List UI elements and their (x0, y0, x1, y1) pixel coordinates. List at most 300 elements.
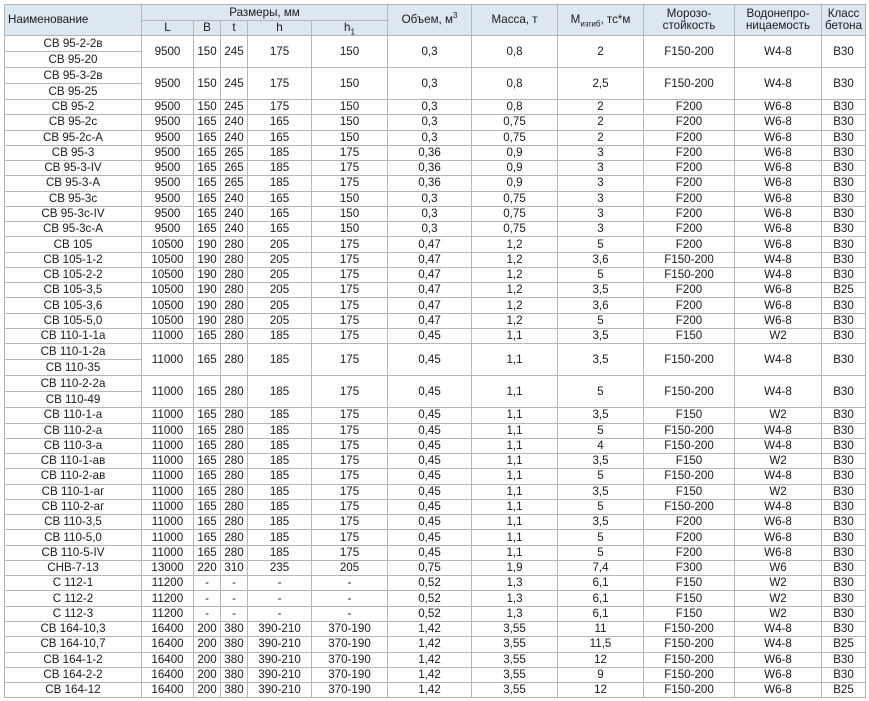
cell-volume: 0,47 (388, 252, 472, 267)
cell-product-name: СВ 110-3,5 (5, 515, 142, 530)
cell-water: W4-8 (735, 621, 822, 636)
cell-height-h1: 175 (312, 252, 388, 267)
cell-moment: 6,1 (558, 576, 644, 591)
cell-moment: 3,5 (558, 515, 644, 530)
cell-height-h: 390-210 (248, 637, 312, 652)
col-class-header: Класс бетона (822, 5, 866, 36)
table-row (5, 454, 866, 469)
table-row (5, 469, 866, 484)
cell-height-h1: 175 (312, 237, 388, 252)
cell-width-b: 165 (194, 145, 221, 160)
cell-volume: 0,45 (388, 438, 472, 453)
cell-length: 10500 (142, 237, 194, 252)
cell-width-t: 280 (221, 515, 248, 530)
cell-moment: 3,5 (558, 484, 644, 499)
cell-water: W2 (735, 606, 822, 621)
cell-mass: 1,3 (472, 591, 558, 606)
cell-length: 11000 (142, 454, 194, 469)
cell-height-h: 165 (248, 222, 312, 237)
cell-height-h: 185 (248, 145, 312, 160)
cell-class: B30 (822, 515, 866, 530)
cell-height-h1: 175 (312, 545, 388, 560)
cell-width-t: 280 (221, 423, 248, 438)
cell-product-name: СВ 95-2с (5, 115, 142, 130)
cell-volume: 0,36 (388, 145, 472, 160)
cell-height-h1: 175 (312, 454, 388, 469)
cell-height-h1: 370-190 (312, 637, 388, 652)
cell-height-h1: 175 (312, 267, 388, 282)
cell-moment: 5 (558, 313, 644, 328)
cell-product-name: СВ 95-3с (5, 191, 142, 206)
cell-product-name: СВ 164-10,3 (5, 621, 142, 636)
cell-length: 9500 (142, 206, 194, 221)
cell-frost: F200 (644, 130, 735, 145)
cell-length: 11200 (142, 591, 194, 606)
product-name-line: СВ 110-49 (5, 391, 141, 407)
cell-moment: 3 (558, 176, 644, 191)
table-header (5, 5, 866, 36)
table-row (5, 652, 866, 667)
table-row (5, 423, 866, 438)
table-row (5, 683, 866, 698)
cell-frost: F200 (644, 176, 735, 191)
table-row (5, 176, 866, 191)
cell-length: 11000 (142, 344, 194, 376)
cell-volume: 0,47 (388, 313, 472, 328)
cell-water: W6-8 (735, 667, 822, 682)
page (4, 4, 866, 698)
cell-moment: 5 (558, 423, 644, 438)
cell-moment: 5 (558, 237, 644, 252)
cell-frost: F200 (644, 100, 735, 115)
cell-width-b: 165 (194, 191, 221, 206)
cell-width-b: 165 (194, 344, 221, 376)
table-row (5, 191, 866, 206)
cell-product-name: СНВ-7-13 (5, 560, 142, 575)
cell-width-b: 200 (194, 667, 221, 682)
cell-height-h: 175 (248, 68, 312, 100)
cell-frost: F150-200 (644, 267, 735, 282)
cell-moment: 3,5 (558, 344, 644, 376)
cell-length: 9500 (142, 161, 194, 176)
cell-length: 13000 (142, 560, 194, 575)
cell-frost: F150-200 (644, 376, 735, 408)
cell-water: W6-8 (735, 115, 822, 130)
cell-moment: 2 (558, 36, 644, 68)
cell-product-name: СВ 110-2-ав (5, 469, 142, 484)
cell-mass: 3,55 (472, 621, 558, 636)
cell-class: B30 (822, 267, 866, 282)
cell-class: B30 (822, 652, 866, 667)
cell-height-h: 175 (248, 100, 312, 115)
cell-volume: 0,3 (388, 206, 472, 221)
cell-width-t: 265 (221, 145, 248, 160)
cell-water: W2 (735, 591, 822, 606)
cell-mass: 0,75 (472, 130, 558, 145)
table-row (5, 161, 866, 176)
cell-water: W2 (735, 454, 822, 469)
cell-volume: 0,45 (388, 515, 472, 530)
cell-water: W4-8 (735, 68, 822, 100)
poles-spec-table (4, 4, 866, 698)
cell-class: B25 (822, 683, 866, 698)
cell-frost: F300 (644, 560, 735, 575)
cell-length: 10500 (142, 252, 194, 267)
cell-width-b: 165 (194, 206, 221, 221)
cell-water: W4-8 (735, 637, 822, 652)
cell-height-h: 185 (248, 376, 312, 408)
cell-volume: 0,45 (388, 344, 472, 376)
table-row (5, 499, 866, 514)
cell-volume: 0,3 (388, 191, 472, 206)
cell-width-t: 280 (221, 545, 248, 560)
col-water-header: Водонепро- ницаемость (735, 5, 822, 36)
col-frost-header: Морозо- стойкость (644, 5, 735, 36)
cell-product-name: СВ 110-2-аг (5, 499, 142, 514)
cell-frost: F150-200 (644, 252, 735, 267)
cell-water: W6-8 (735, 530, 822, 545)
cell-width-b: - (194, 576, 221, 591)
cell-length: 9500 (142, 36, 194, 68)
cell-height-h: 205 (248, 267, 312, 282)
cell-length: 16400 (142, 652, 194, 667)
cell-mass: 3,55 (472, 637, 558, 652)
cell-product-name: СВ 110-2-а (5, 423, 142, 438)
cell-width-b: 165 (194, 545, 221, 560)
cell-moment: 3,6 (558, 252, 644, 267)
cell-class: B30 (822, 130, 866, 145)
product-name-line: СВ 95-25 (5, 83, 141, 99)
cell-frost: F200 (644, 283, 735, 298)
cell-volume: 0,45 (388, 408, 472, 423)
table-row (5, 145, 866, 160)
cell-volume: 0,45 (388, 499, 472, 514)
cell-volume: 0,47 (388, 237, 472, 252)
cell-length: 16400 (142, 637, 194, 652)
cell-length: 11000 (142, 530, 194, 545)
cell-class: B30 (822, 313, 866, 328)
cell-water: W6-8 (735, 176, 822, 191)
cell-frost: F150 (644, 454, 735, 469)
table-row (5, 115, 866, 130)
cell-product-name: СВ 95-3с-IV (5, 206, 142, 221)
cell-volume: 0,52 (388, 606, 472, 621)
cell-volume: 0,45 (388, 376, 472, 408)
cell-moment: 6,1 (558, 606, 644, 621)
cell-frost: F150-200 (644, 68, 735, 100)
table-row (5, 408, 866, 423)
cell-length: 11000 (142, 469, 194, 484)
col-l-header: L (142, 21, 194, 36)
cell-class: B30 (822, 560, 866, 575)
cell-width-b: 165 (194, 176, 221, 191)
cell-width-t: 240 (221, 206, 248, 221)
cell-length: 11000 (142, 438, 194, 453)
cell-height-h: 185 (248, 469, 312, 484)
cell-length: 11000 (142, 328, 194, 343)
cell-class: B30 (822, 545, 866, 560)
cell-mass: 0,75 (472, 191, 558, 206)
cell-class: B30 (822, 206, 866, 221)
cell-moment: 5 (558, 267, 644, 282)
table-row (5, 328, 866, 343)
cell-mass: 1,2 (472, 298, 558, 313)
cell-mass: 1,1 (472, 484, 558, 499)
cell-width-b: 190 (194, 313, 221, 328)
cell-water: W2 (735, 328, 822, 343)
cell-frost: F150-200 (644, 469, 735, 484)
cell-height-h: 185 (248, 328, 312, 343)
cell-length: 10500 (142, 267, 194, 282)
cell-height-h1: 175 (312, 161, 388, 176)
cell-volume: 0,45 (388, 328, 472, 343)
cell-volume: 0,45 (388, 423, 472, 438)
cell-height-h: 165 (248, 206, 312, 221)
cell-class: B30 (822, 176, 866, 191)
cell-water: W6-8 (735, 683, 822, 698)
cell-volume: 1,42 (388, 667, 472, 682)
table-row (5, 344, 866, 376)
cell-height-h: 185 (248, 161, 312, 176)
col-volume-header: Объем, $м^3$ (388, 5, 472, 36)
cell-product-name: СВ 110-1-ав (5, 454, 142, 469)
cell-mass: 0,9 (472, 161, 558, 176)
cell-class: B30 (822, 376, 866, 408)
cell-width-t: 245 (221, 100, 248, 115)
cell-class: B30 (822, 576, 866, 591)
cell-frost: F200 (644, 191, 735, 206)
cell-product-name: СВ 164-10,7 (5, 637, 142, 652)
cell-width-t: 240 (221, 191, 248, 206)
cell-width-b: 165 (194, 515, 221, 530)
table-row (5, 606, 866, 621)
cell-mass: 3,55 (472, 667, 558, 682)
cell-mass: 0,75 (472, 115, 558, 130)
cell-class: B25 (822, 637, 866, 652)
cell-width-t: 280 (221, 267, 248, 282)
cell-height-h: 185 (248, 423, 312, 438)
cell-water: W2 (735, 484, 822, 499)
cell-length: 10500 (142, 313, 194, 328)
table-row (5, 515, 866, 530)
cell-width-b: 165 (194, 454, 221, 469)
cell-frost: F150 (644, 328, 735, 343)
cell-width-t: 280 (221, 252, 248, 267)
cell-frost: F200 (644, 313, 735, 328)
cell-width-t: 280 (221, 469, 248, 484)
cell-width-t: 280 (221, 376, 248, 408)
cell-moment: 3 (558, 222, 644, 237)
cell-volume: 0,47 (388, 283, 472, 298)
cell-water: W6-8 (735, 145, 822, 160)
cell-class: B30 (822, 344, 866, 376)
cell-mass: 1,1 (472, 344, 558, 376)
cell-length: 9500 (142, 115, 194, 130)
cell-length: 11200 (142, 606, 194, 621)
cell-class: B30 (822, 68, 866, 100)
cell-product-name: СВ 105-2-2 (5, 267, 142, 282)
cell-height-h: 185 (248, 499, 312, 514)
cell-height-h: 185 (248, 408, 312, 423)
cell-width-t: 380 (221, 637, 248, 652)
cell-water: W6-8 (735, 206, 822, 221)
table-row (5, 530, 866, 545)
cell-moment: 3,6 (558, 298, 644, 313)
cell-water: W4-8 (735, 438, 822, 453)
cell-product-name: СВ 95-3с-А (5, 222, 142, 237)
cell-height-h: 185 (248, 515, 312, 530)
cell-frost: F150 (644, 408, 735, 423)
cell-product-name: СВ 95-3 (5, 145, 142, 160)
cell-height-h1: 175 (312, 499, 388, 514)
cell-frost: F150-200 (644, 637, 735, 652)
cell-width-b: 165 (194, 408, 221, 423)
table-row (5, 252, 866, 267)
cell-frost: F150 (644, 576, 735, 591)
cell-frost: F200 (644, 530, 735, 545)
cell-water: W4-8 (735, 344, 822, 376)
cell-class: B30 (822, 328, 866, 343)
cell-mass: 1,1 (472, 469, 558, 484)
cell-class: B30 (822, 237, 866, 252)
cell-width-b: 150 (194, 100, 221, 115)
cell-width-b: 165 (194, 328, 221, 343)
cell-class: B30 (822, 115, 866, 130)
cell-width-t: - (221, 606, 248, 621)
cell-height-h1: 150 (312, 68, 388, 100)
cell-class: B30 (822, 606, 866, 621)
cell-moment: 5 (558, 499, 644, 514)
cell-height-h1: 150 (312, 191, 388, 206)
cell-height-h: - (248, 606, 312, 621)
cell-height-h: - (248, 591, 312, 606)
cell-water: W6-8 (735, 161, 822, 176)
cell-width-t: 240 (221, 115, 248, 130)
col-t-header: t (221, 21, 248, 36)
cell-width-b: 165 (194, 438, 221, 453)
cell-volume: 1,42 (388, 683, 472, 698)
cell-height-h: 165 (248, 115, 312, 130)
cell-height-h: 390-210 (248, 683, 312, 698)
cell-height-h1: 150 (312, 36, 388, 68)
col-moment-header: $M_{изгиб}$, тс*м (558, 5, 644, 36)
cell-height-h1: 150 (312, 206, 388, 221)
cell-width-t: 245 (221, 68, 248, 100)
cell-moment: 12 (558, 652, 644, 667)
cell-volume: 0,3 (388, 130, 472, 145)
cell-product-name: СВ 95-2с-А (5, 130, 142, 145)
cell-moment: 2,5 (558, 68, 644, 100)
cell-volume: 0,3 (388, 100, 472, 115)
cell-height-h: 390-210 (248, 652, 312, 667)
cell-mass: 1,1 (472, 408, 558, 423)
cell-volume: 0,47 (388, 298, 472, 313)
cell-moment: 3 (558, 161, 644, 176)
cell-frost: F150-200 (644, 499, 735, 514)
cell-mass: 1,9 (472, 560, 558, 575)
cell-moment: 3,5 (558, 283, 644, 298)
cell-frost: F200 (644, 237, 735, 252)
cell-mass: 1,3 (472, 576, 558, 591)
cell-mass: 0,9 (472, 176, 558, 191)
cell-width-b: 165 (194, 469, 221, 484)
col-b-header: B (194, 21, 221, 36)
cell-volume: 0,3 (388, 68, 472, 100)
cell-class: B30 (822, 484, 866, 499)
cell-width-b: 165 (194, 115, 221, 130)
col-name-header: Наименование (5, 5, 142, 36)
cell-mass: 1,1 (472, 454, 558, 469)
cell-mass: 1,1 (472, 530, 558, 545)
cell-mass: 3,55 (472, 683, 558, 698)
cell-class: B30 (822, 36, 866, 68)
cell-moment: 3,5 (558, 328, 644, 343)
cell-width-t: 280 (221, 313, 248, 328)
cell-height-h: 205 (248, 252, 312, 267)
cell-volume: 0,45 (388, 484, 472, 499)
cell-frost: F200 (644, 145, 735, 160)
product-name-line: СВ 110-2-2а (40, 377, 106, 391)
cell-class: B25 (822, 283, 866, 298)
cell-class: B30 (822, 191, 866, 206)
cell-moment: 5 (558, 545, 644, 560)
cell-moment: 3 (558, 145, 644, 160)
cell-mass: 1,1 (472, 545, 558, 560)
cell-class: B30 (822, 408, 866, 423)
cell-volume: 0,47 (388, 267, 472, 282)
cell-frost: F150 (644, 591, 735, 606)
cell-moment: 9 (558, 667, 644, 682)
cell-height-h1: 205 (312, 560, 388, 575)
cell-height-h: - (248, 576, 312, 591)
cell-moment: 2 (558, 100, 644, 115)
cell-width-b: 165 (194, 130, 221, 145)
cell-height-h1: 175 (312, 469, 388, 484)
cell-frost: F200 (644, 161, 735, 176)
cell-product-name: С 112-3 (5, 606, 142, 621)
cell-width-t: 245 (221, 36, 248, 68)
cell-height-h1: - (312, 591, 388, 606)
cell-height-h: 390-210 (248, 667, 312, 682)
cell-water: W4-8 (735, 267, 822, 282)
cell-height-h1: 175 (312, 438, 388, 453)
cell-width-t: 280 (221, 530, 248, 545)
table-row (5, 376, 866, 408)
cell-moment: 2 (558, 115, 644, 130)
cell-height-h1: 150 (312, 130, 388, 145)
table-row (5, 130, 866, 145)
cell-width-b: 200 (194, 652, 221, 667)
cell-height-h: 165 (248, 130, 312, 145)
cell-frost: F200 (644, 222, 735, 237)
cell-frost: F150 (644, 484, 735, 499)
cell-mass: 3,55 (472, 652, 558, 667)
cell-length: 9500 (142, 130, 194, 145)
cell-height-h: 205 (248, 298, 312, 313)
cell-height-h1: - (312, 576, 388, 591)
table-row (5, 222, 866, 237)
cell-water: W6-8 (735, 283, 822, 298)
cell-water: W6-8 (735, 222, 822, 237)
cell-moment: 11,5 (558, 637, 644, 652)
cell-height-h1: 175 (312, 328, 388, 343)
cell-product-name: СВ 110-1-а (5, 408, 142, 423)
cell-water: W6-8 (735, 652, 822, 667)
cell-product-name: СВ 110-5,0 (5, 530, 142, 545)
cell-width-t: 280 (221, 438, 248, 453)
cell-volume: 0,36 (388, 161, 472, 176)
cell-height-h1: 175 (312, 423, 388, 438)
